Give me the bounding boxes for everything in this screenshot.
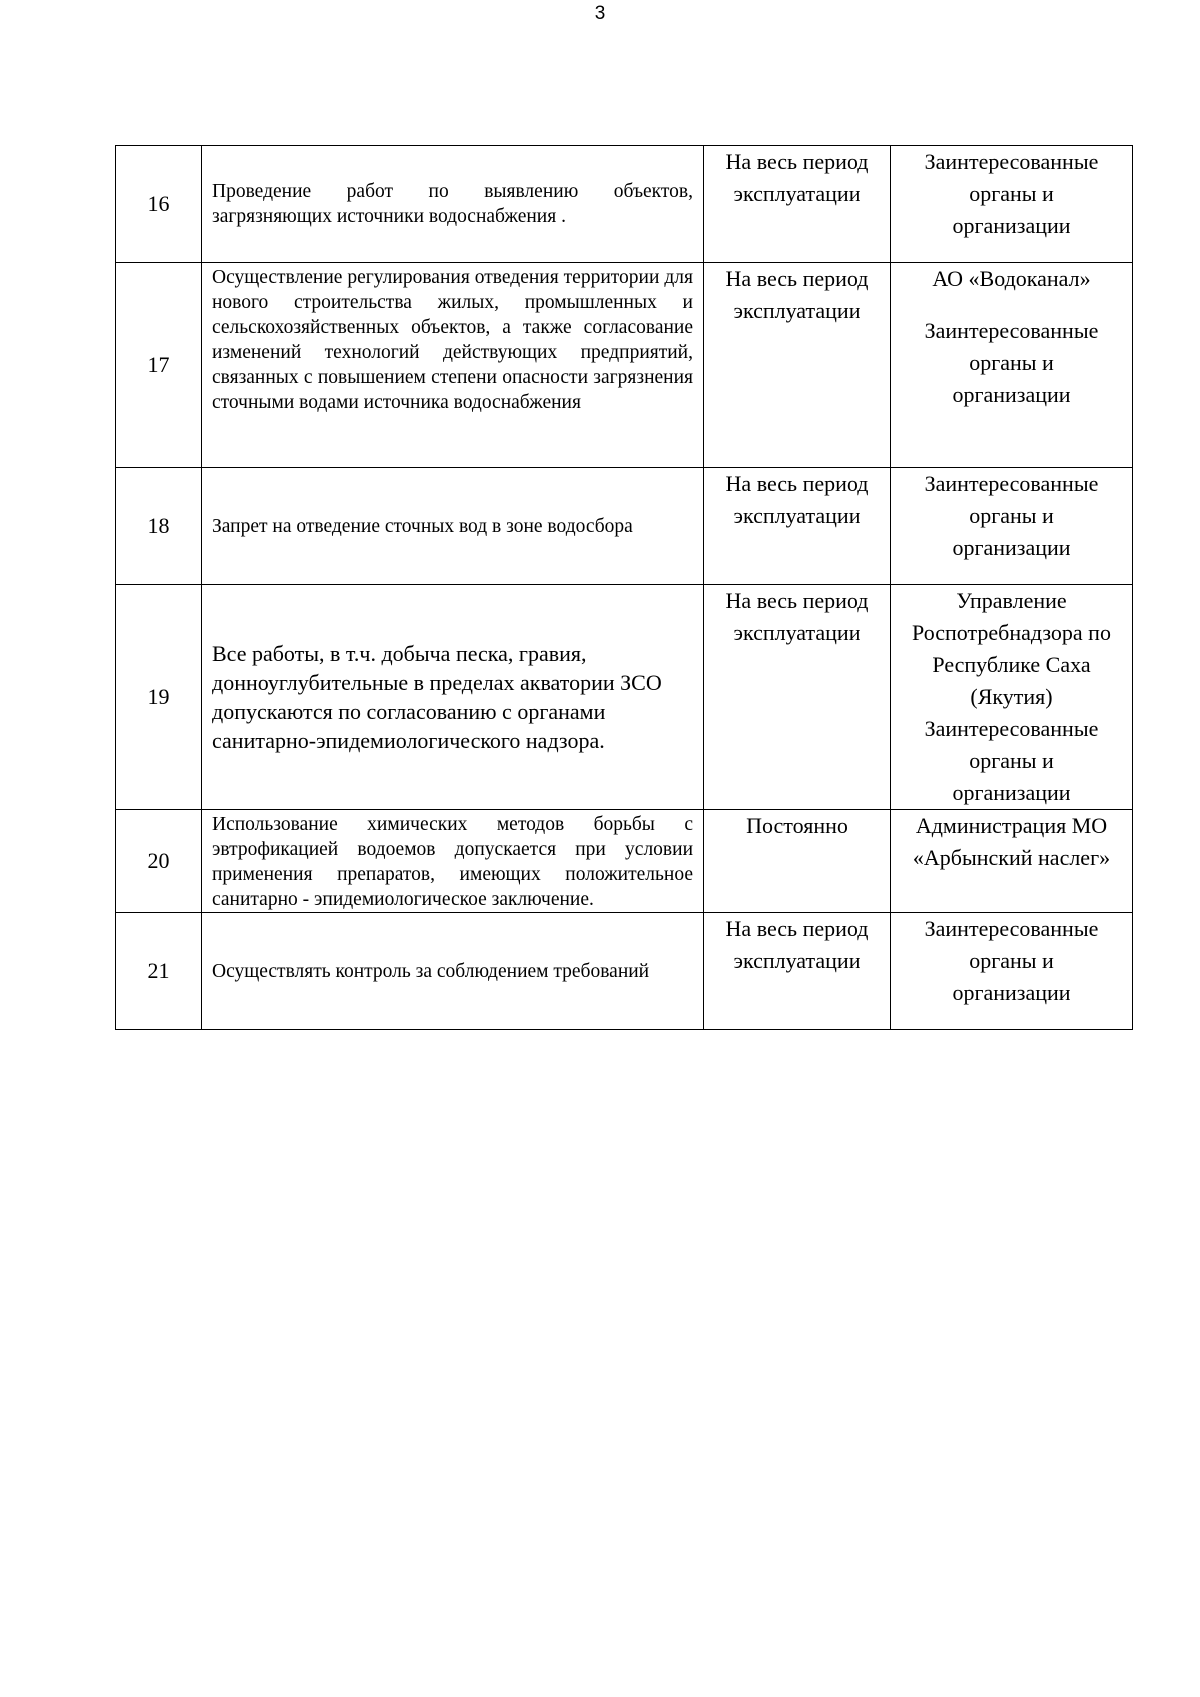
period-cell [704, 263, 891, 468]
table-row [116, 263, 1133, 468]
responsible-line: организации [952, 535, 1071, 560]
row-number: 17 [116, 263, 202, 468]
responsible-line: организации [952, 980, 1071, 1005]
row-number: 21 [116, 913, 202, 1030]
row-number: 16 [116, 146, 202, 263]
period-cell [704, 468, 891, 585]
measure-description: Осуществлять контроль за соблюдением требований [202, 913, 704, 1030]
responsible-line: (Якутия) [970, 684, 1053, 709]
table-row [116, 146, 1133, 263]
responsible-line: организации [952, 780, 1071, 805]
measure-description: Проведение работ по выявлению объектов, загрязняющих источники водоснабжения . [202, 146, 704, 263]
measures-table [115, 145, 1133, 1030]
period-cell [704, 585, 891, 810]
measure-description: Все работы, в т.ч. добыча песка, гравия, донноуглубительные в пределах акватории ЗСО допускаются по согласованию с органами санитарно-эпидемиологического надзора. [202, 585, 704, 810]
period-line: эксплуатации [733, 503, 861, 528]
row-number: 20 [116, 810, 202, 913]
responsible-cell [891, 810, 1133, 913]
period-cell [704, 913, 891, 1030]
responsible-line: Заинтересованные [924, 716, 1099, 741]
responsible-line: органы и [969, 181, 1054, 206]
responsible-cell [891, 585, 1133, 810]
period-cell [704, 146, 891, 263]
responsible-line: Роспотребнадзора по [912, 620, 1111, 645]
responsible-line: АО «Водоканал» [932, 266, 1091, 291]
table-row [116, 810, 1133, 913]
period-line: На весь период [725, 588, 869, 613]
responsible-line: органы и [969, 948, 1054, 973]
responsible-cell [891, 913, 1133, 1030]
responsible-line: Заинтересованные [924, 471, 1099, 496]
responsible-line: органы и [969, 350, 1054, 375]
responsible-line: Администрация МО [915, 813, 1108, 838]
responsible-line: Республике Саха [932, 652, 1091, 677]
row-number: 19 [116, 585, 202, 810]
page-number: 3 [594, 3, 606, 24]
period-line: эксплуатации [733, 298, 861, 323]
measure-description: Осуществление регулирования отведения территории для нового строительства жилых, промышленных и сельскохозяйственных объектов, а также согласование изменений технологий действующих предприятий, связанных с повышением степени опасности загрязнения сточными водами источника водоснабжения [202, 263, 704, 468]
responsible-line: организации [952, 382, 1071, 407]
responsible-line: организации [952, 213, 1071, 238]
period-line: На весь период [725, 471, 869, 496]
responsible-line: органы и [969, 503, 1054, 528]
responsible-line: Заинтересованные [924, 916, 1099, 941]
period-line: На весь период [725, 149, 869, 174]
period-line: эксплуатации [733, 620, 861, 645]
responsible-line: органы и [969, 748, 1054, 773]
period-cell [704, 810, 891, 913]
table-row [116, 468, 1133, 585]
period-line: эксплуатации [733, 181, 861, 206]
responsible-line: «Арбынский наслег» [912, 845, 1111, 870]
responsible-line: Заинтересованные [924, 318, 1099, 343]
period-line: эксплуатации [733, 948, 861, 973]
measure-description: Запрет на отведение сточных вод в зоне водосбора [202, 468, 704, 585]
responsible-line: Заинтересованные [924, 149, 1099, 174]
responsible-cell [891, 263, 1133, 468]
period-line: На весь период [725, 916, 869, 941]
responsible-cell [891, 468, 1133, 585]
table-row [116, 585, 1133, 810]
responsible-line: Управление [956, 588, 1067, 613]
responsible-cell [891, 146, 1133, 263]
period-line: Постоянно [746, 813, 848, 838]
row-number: 18 [116, 468, 202, 585]
period-line: На весь период [725, 266, 869, 291]
measure-description: Использование химических методов борьбы с эвтрофикацией водоемов допускается при условии применения препаратов, имеющих положительное санитарно - эпидемиологическое заключение. [202, 810, 704, 913]
table-row [116, 913, 1133, 1030]
